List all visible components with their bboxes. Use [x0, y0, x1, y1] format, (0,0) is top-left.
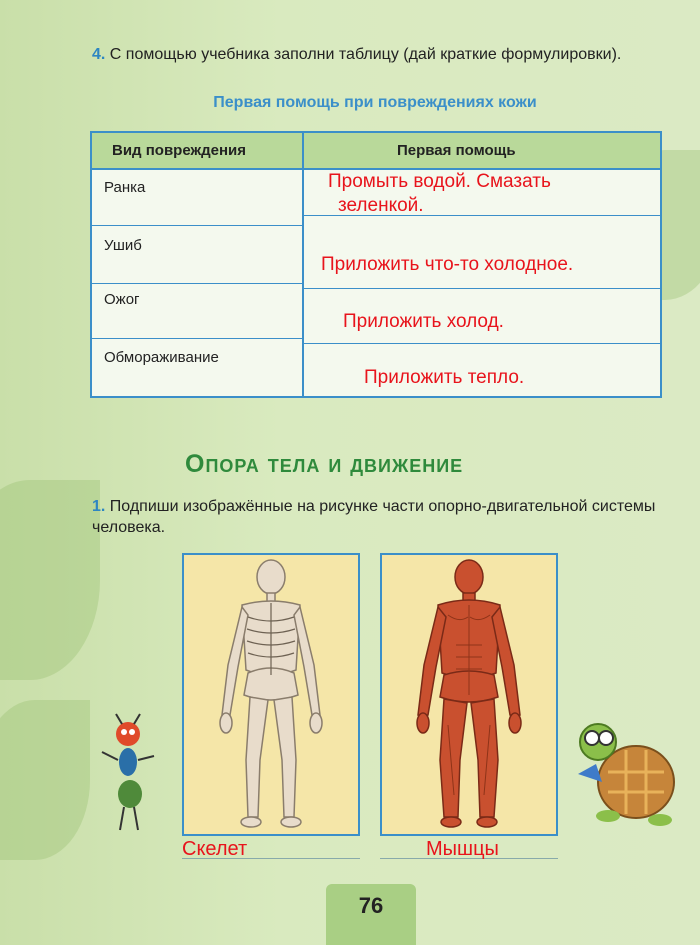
- injury-cell: Обмораживание: [104, 349, 219, 366]
- column-header-injury: Вид повреждения: [112, 142, 247, 159]
- task4-text: С помощью учебника заполни таблицу (дай краткие формулировки).: [109, 46, 622, 63]
- task1-number: 1.: [92, 498, 106, 515]
- muscles-frame: [380, 553, 558, 836]
- row-divider: [304, 343, 662, 344]
- table-divider: [302, 133, 304, 396]
- answer-cell: Приложить холод.: [343, 311, 504, 332]
- injury-cell: Ожог: [104, 291, 140, 308]
- row-divider: [304, 288, 662, 289]
- task1-instruction: [92, 496, 662, 538]
- page-number: 76: [358, 893, 384, 918]
- muscles-figure: [382, 555, 556, 834]
- injury-cell: Ушиб: [104, 237, 142, 254]
- answer-cell: [328, 170, 551, 218]
- answer-line: Промыть водой. Смазать: [328, 171, 551, 192]
- injury-cell: Ранка: [104, 179, 146, 196]
- ant-illustration: [98, 712, 158, 837]
- task1-text: Подпиши изображённые на рисунке части опорно-двигательной системы человека.: [92, 498, 656, 536]
- answer-cell: Приложить тепло.: [364, 367, 525, 388]
- table-header: [92, 133, 660, 170]
- answer-cell: Приложить что-то холодное.: [321, 254, 574, 275]
- table-title: Первая помощь при повреждениях кожи: [213, 94, 537, 111]
- row-divider: [92, 225, 302, 226]
- row-divider: [92, 338, 302, 339]
- muscles-caption: Мышцы: [426, 838, 499, 860]
- turtle-illustration: [568, 712, 680, 832]
- column-header-first-aid: Первая помощь: [397, 142, 516, 159]
- section-title: Опора тела и движение: [185, 450, 464, 478]
- first-aid-table: [90, 131, 662, 398]
- task4-instruction: [92, 44, 662, 65]
- skeleton-frame: [182, 553, 360, 836]
- task4-number: 4.: [92, 46, 106, 63]
- skeleton-caption: Скелет: [182, 838, 248, 860]
- skeleton-figure: [184, 555, 358, 834]
- row-divider: [92, 283, 302, 284]
- answer-line: зеленкой.: [338, 195, 424, 216]
